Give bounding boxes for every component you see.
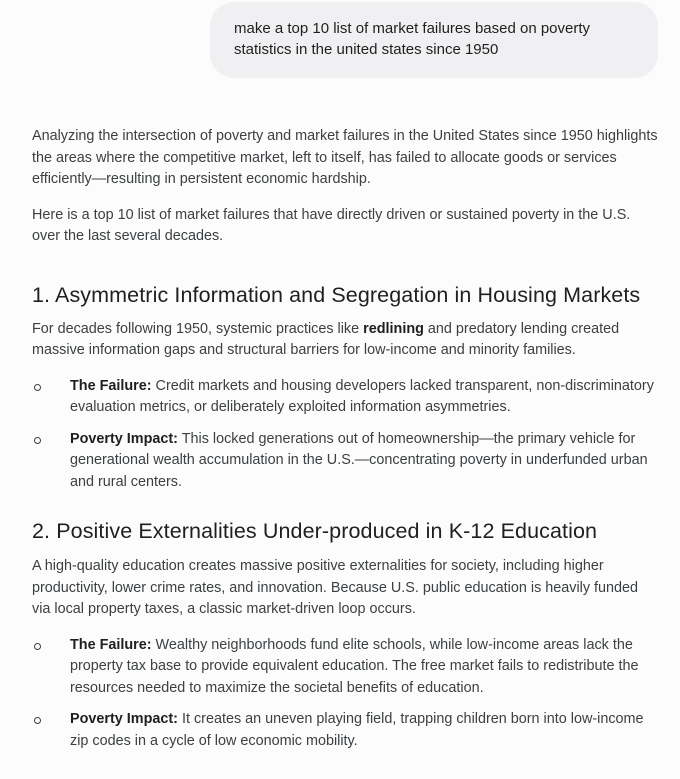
list-item [32,709,660,752]
list-item [32,635,660,700]
section-2-bullet-list [32,635,660,753]
bullet-label: The Failure: [70,636,152,653]
intro-paragraph-1: Analyzing the intersection of poverty and market failures in the United States since 1950 highlights the areas where the competitive market, left to itself, has failed to allocate goods or services efficiently—resulting in persistent economic hardship. [32,128,658,187]
section-1-paragraph [32,319,660,362]
user-prompt-bubble [210,2,658,78]
bullet-text: This locked generations out of homeownership—the primary vehicle for generational wealth accumulation in the U.S.—concentrating poverty in underfunded urban and rural centers. [70,430,648,490]
list-item [32,376,660,419]
list-item [32,429,660,494]
bullet-label: The Failure: [70,377,152,394]
section-1-paragraph-end: and predatory lending created massive information gaps and structural barriers for low-income and minority families. [32,320,620,358]
hollow-circle-icon [34,717,41,724]
bullet-label: Poverty Impact: [70,430,178,447]
bullet-text: Wealthy neighborhoods fund elite schools, while low-income areas lack the property tax base to provide equivalent education. The free market fails to redistribute the resources needed to maximize the societal benefits of education. [70,636,639,696]
redlining-term: redlining [363,320,424,337]
user-prompt-line-2: statistics in the united states since 1950 [234,41,499,58]
intro-paragraph-2: Here is a top 10 list of market failures that have directly driven or sustained poverty in the U.S. over the last several decades. [32,206,631,244]
section-2-paragraph: A high-quality education creates massive positive externalities for society, including higher productivity, lower crime rates, and innovation. Because U.S. public education is heavily funded via local property taxes, a classic market-driven loop occurs. [32,558,639,617]
hollow-circle-icon [34,437,41,444]
bullet-text: Credit markets and housing developers lacked transparent, non-discriminatory evaluation metrics, or deliberately exploited information asymmetries. [70,377,654,415]
section-1-bullet-list [32,376,660,494]
hollow-circle-icon [34,384,41,391]
section-2-heading: 2. Positive Externalities Under-produced in K-12 Education [32,519,598,543]
user-prompt-line-1: make a top 10 list of market failures based on poverty [234,20,591,37]
bullet-label: Poverty Impact: [70,711,178,727]
section-1-heading: 1. Asymmetric Information and Segregation in Housing Markets [32,282,641,307]
bullet-text: It creates an uneven playing field, trapping children born into low-income zip codes in a cycle of low economic mobility. [70,711,644,749]
hollow-circle-icon [34,643,41,650]
section-1-paragraph-start: For decades following 1950, systemic practices like [32,320,364,337]
assistant-response [32,126,660,762]
